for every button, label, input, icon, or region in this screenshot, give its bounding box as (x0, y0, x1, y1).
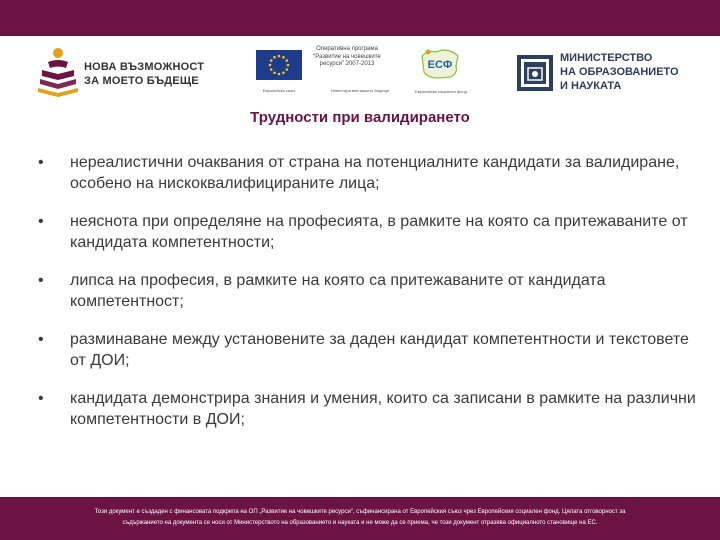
bullet-item (38, 152, 698, 194)
ministry-logo-text (560, 51, 710, 93)
footer-disclaimer (0, 497, 720, 540)
op-hrd-caption: Инвестира във вашето бъдеще (330, 88, 390, 93)
bullet-marker: • (38, 272, 44, 289)
bullet-text: кандидата демонстрира знания и умения, които са записани в рамките на различни компетентности в ДОИ; (70, 390, 696, 428)
top-bar (0, 0, 720, 36)
nova-logo (30, 46, 205, 102)
bullet-marker: • (38, 213, 44, 230)
slide-title: Трудности при валидирането (250, 109, 470, 126)
esf-icon (418, 46, 462, 82)
bullet-marker: • (38, 154, 44, 171)
op-hrd-line-2: “Развитие на човешките (313, 53, 381, 60)
footer-text (0, 507, 720, 529)
esf-logo-caption: Европейски социален фонд (415, 89, 467, 94)
nova-logo-line-1: НОВА ВЪЗМОЖНОСТ (84, 61, 205, 73)
op-hrd-text (310, 46, 384, 69)
ministry-line-1: МИНИСТЕРСТВО (560, 52, 653, 64)
header-logos (0, 36, 720, 108)
op-hrd-line-3: ресурси” 2007-2013 (319, 61, 375, 67)
ministry-line-3: И НАУКАТА (560, 80, 622, 92)
bullet-text: липса на професия, в рамките на която са притежаваните от кандидата компетентност; (70, 272, 606, 310)
bullet-text: нереалистични очаквания от страна на потенциалните кандидати за валидиране, особено на нискоквалифицираните лица; (70, 154, 680, 192)
svg-text:ЕСФ: ЕСФ (427, 59, 453, 71)
bullet-marker: • (38, 390, 44, 407)
ministry-line-2: НА ОБРАЗОВАНИЕТО (560, 66, 679, 78)
eu-logo-caption: Европейски съюз (262, 88, 296, 93)
bullet-item (38, 211, 698, 253)
eu-logo (253, 50, 305, 93)
footer-line-2: съдържанието на документа се носи от Министерството на образованието и науката и не може да се приема, че този документ отразява официалното становище на ЕС. (122, 520, 598, 526)
bullet-item (38, 270, 698, 312)
op-hrd-logo (310, 46, 410, 96)
footer-line-1: Този документ е създаден с финансовата подкрепа на ОП „Развитие на човешките ресурси“, съфинансирана от Европейския съюз чрез Европейския социален фонд. Цялата отговорност за (94, 509, 626, 515)
ministry-logo (516, 48, 712, 98)
bullet-marker: • (38, 331, 44, 348)
bullet-list (38, 152, 698, 447)
bullet-item (38, 329, 698, 371)
bullet-item (38, 388, 698, 430)
op-hrd-line-1: Оперативна програма (316, 46, 378, 52)
esf-logo (406, 46, 476, 96)
nova-logo-line-2: ЗА МОЕТО БЪДЕЩЕ (84, 75, 199, 87)
bullet-text: разминаване между установените за даден кандидат компетентности и текстовете от ДОИ; (70, 331, 689, 369)
ministry-emblem-icon (516, 54, 554, 92)
bullet-text: неяснота при определяне на професията, в рамките на която са притежаваните от кандидата компетентности; (70, 213, 688, 251)
nova-logo-text (84, 60, 204, 88)
eu-flag-icon (256, 50, 302, 80)
book-person-icon (30, 46, 86, 102)
